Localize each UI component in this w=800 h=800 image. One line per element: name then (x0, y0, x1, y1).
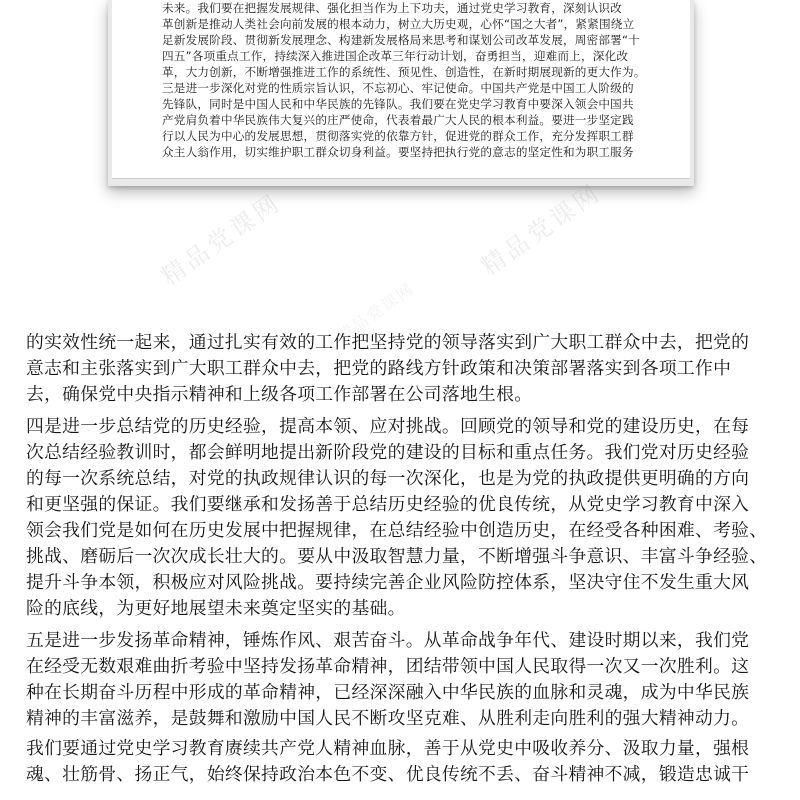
excerpt-line: 革，大力创新，不断增强推进工作的系统性、预见性、创造性，在新时期展现新的更大作为。 (162, 65, 646, 79)
paragraph-line: 精神的丰富滋养，是鼓舞和激励中国人民不断攻坚克难、从胜利走向胜利的强大精神动力。 (26, 708, 750, 729)
paragraph-line: 魂、壮筋骨、扬正气，始终保持政治本色不变、优良传统不丢、奋斗精神不减，锻造忠诚干 (26, 764, 750, 785)
watermark: 精品党课网 (476, 177, 607, 282)
paragraph-line: 五是进一步发扬革命精神，锤炼作风、艰苦奋斗。从革命战争年代、建设时期以来，我们党 (26, 630, 750, 651)
paragraph-line: 提升斗争本领，积极应对风险挑战。要持续完善企业风险防控体系，坚决守住不发生重大风 (26, 572, 750, 593)
paragraph-line: 险的底线，为更好地展望未来奠定坚实的基础。 (26, 598, 406, 619)
excerpt-line: 四五”各项重点工作，持续深入推进国企改革三年行动计划，奋勇担当，迎难而上，深化改 (162, 49, 629, 63)
excerpt-line: 先锋队，同时是中国人民和中华民族的先锋队。我们要在党史学习教育中要深入领会中国共 (162, 97, 634, 111)
watermark: 精品党课网 (333, 278, 418, 346)
paragraph-line: 和更坚强的保证。我们要继承和发扬善于总结历史经验的优良传统，从党史学习教育中深入 (26, 494, 750, 515)
excerpt-line: 行以人民为中心的发展思想，贯彻落实党的依靠方针，促进党的群众工作，充分发挥职工群 (162, 129, 634, 143)
excerpt-line: 三是进一步深化对党的性质宗旨认识，不忘初心、牢记使命。中国共产党是中国工人阶级的 (162, 81, 634, 95)
paragraph-line: 次总结经验教训时，都会鲜明地提出新阶段党的建设的目标和重点任务。我们党对历史经验 (26, 442, 750, 463)
excerpt-card (112, 0, 690, 179)
paragraph-line: 挑战、磨砺后一次次成长壮大的。要从中汲取智慧力量，不断增强斗争意识、丰富斗争经验、 (26, 546, 768, 567)
paragraph-line: 种在长期奋斗历程中形成的革命精神，已经深深融入中华民族的血脉和灵魂，成为中华民族 (26, 682, 750, 703)
excerpt-line: 众主人翁作用，切实维护职工群众切身利益。要坚持把执行党的意志的坚定性和为职工服务 (162, 145, 634, 159)
paragraph-line: 意志和主张落实到广大职工群众中去，把党的路线方针政策和决策部署落实到各项工作中 (26, 358, 732, 379)
paragraph-line: 在经受无数艰难曲折考验中坚持发扬革命精神，团结带领中国人民取得一次又一次胜利。这 (26, 656, 750, 677)
excerpt-line: 产党肩负着中华民族伟大复兴的庄严使命，代表着最广大人民的根本利益。要进一步坚定践 (162, 113, 634, 127)
excerpt-line: 革创新是推动人类社会向前发展的根本动力，树立大历史观，心怀“国之大者”，紧紧围绕立 (162, 17, 635, 31)
watermark: 精品党课网 (156, 187, 287, 292)
excerpt-line: 未来。我们要在把握发展规律、强化担当作为上下功夫，通过党史学习教育，深刻认识改 (162, 1, 622, 15)
paragraph-line: 领会我们党是如何在历史发展中把握规律，在总结经验中创造历史，在经受各种困难、考验、 (26, 520, 768, 541)
excerpt-line: 足新发展阶段、贯彻新发展理念、构建新发展格局来思考和谋划公司改革发展，周密部署“十 (162, 33, 640, 47)
paragraph-line: 的每一次系统总结，对党的执政规律认识的每一次深化，也是为党的执政提供更明确的方向 (26, 468, 750, 489)
paragraph-line: 去，确保党中央指示精神和上级各项工作部署在公司落地生根。 (26, 384, 533, 405)
paragraph-line: 我们要通过党史学习教育赓续共产党人精神血脉，善于从党史中吸收养分、汲取力量，强根 (26, 738, 750, 759)
paragraph-line: 四是进一步总结党的历史经验，提高本领、应对挑战。回顾党的领导和党的建设历史，在每 (26, 416, 750, 437)
paragraph-line: 的实效性统一起来，通过扎实有效的工作把坚持党的领导落实到广大职工群众中去，把党的 (26, 332, 750, 353)
